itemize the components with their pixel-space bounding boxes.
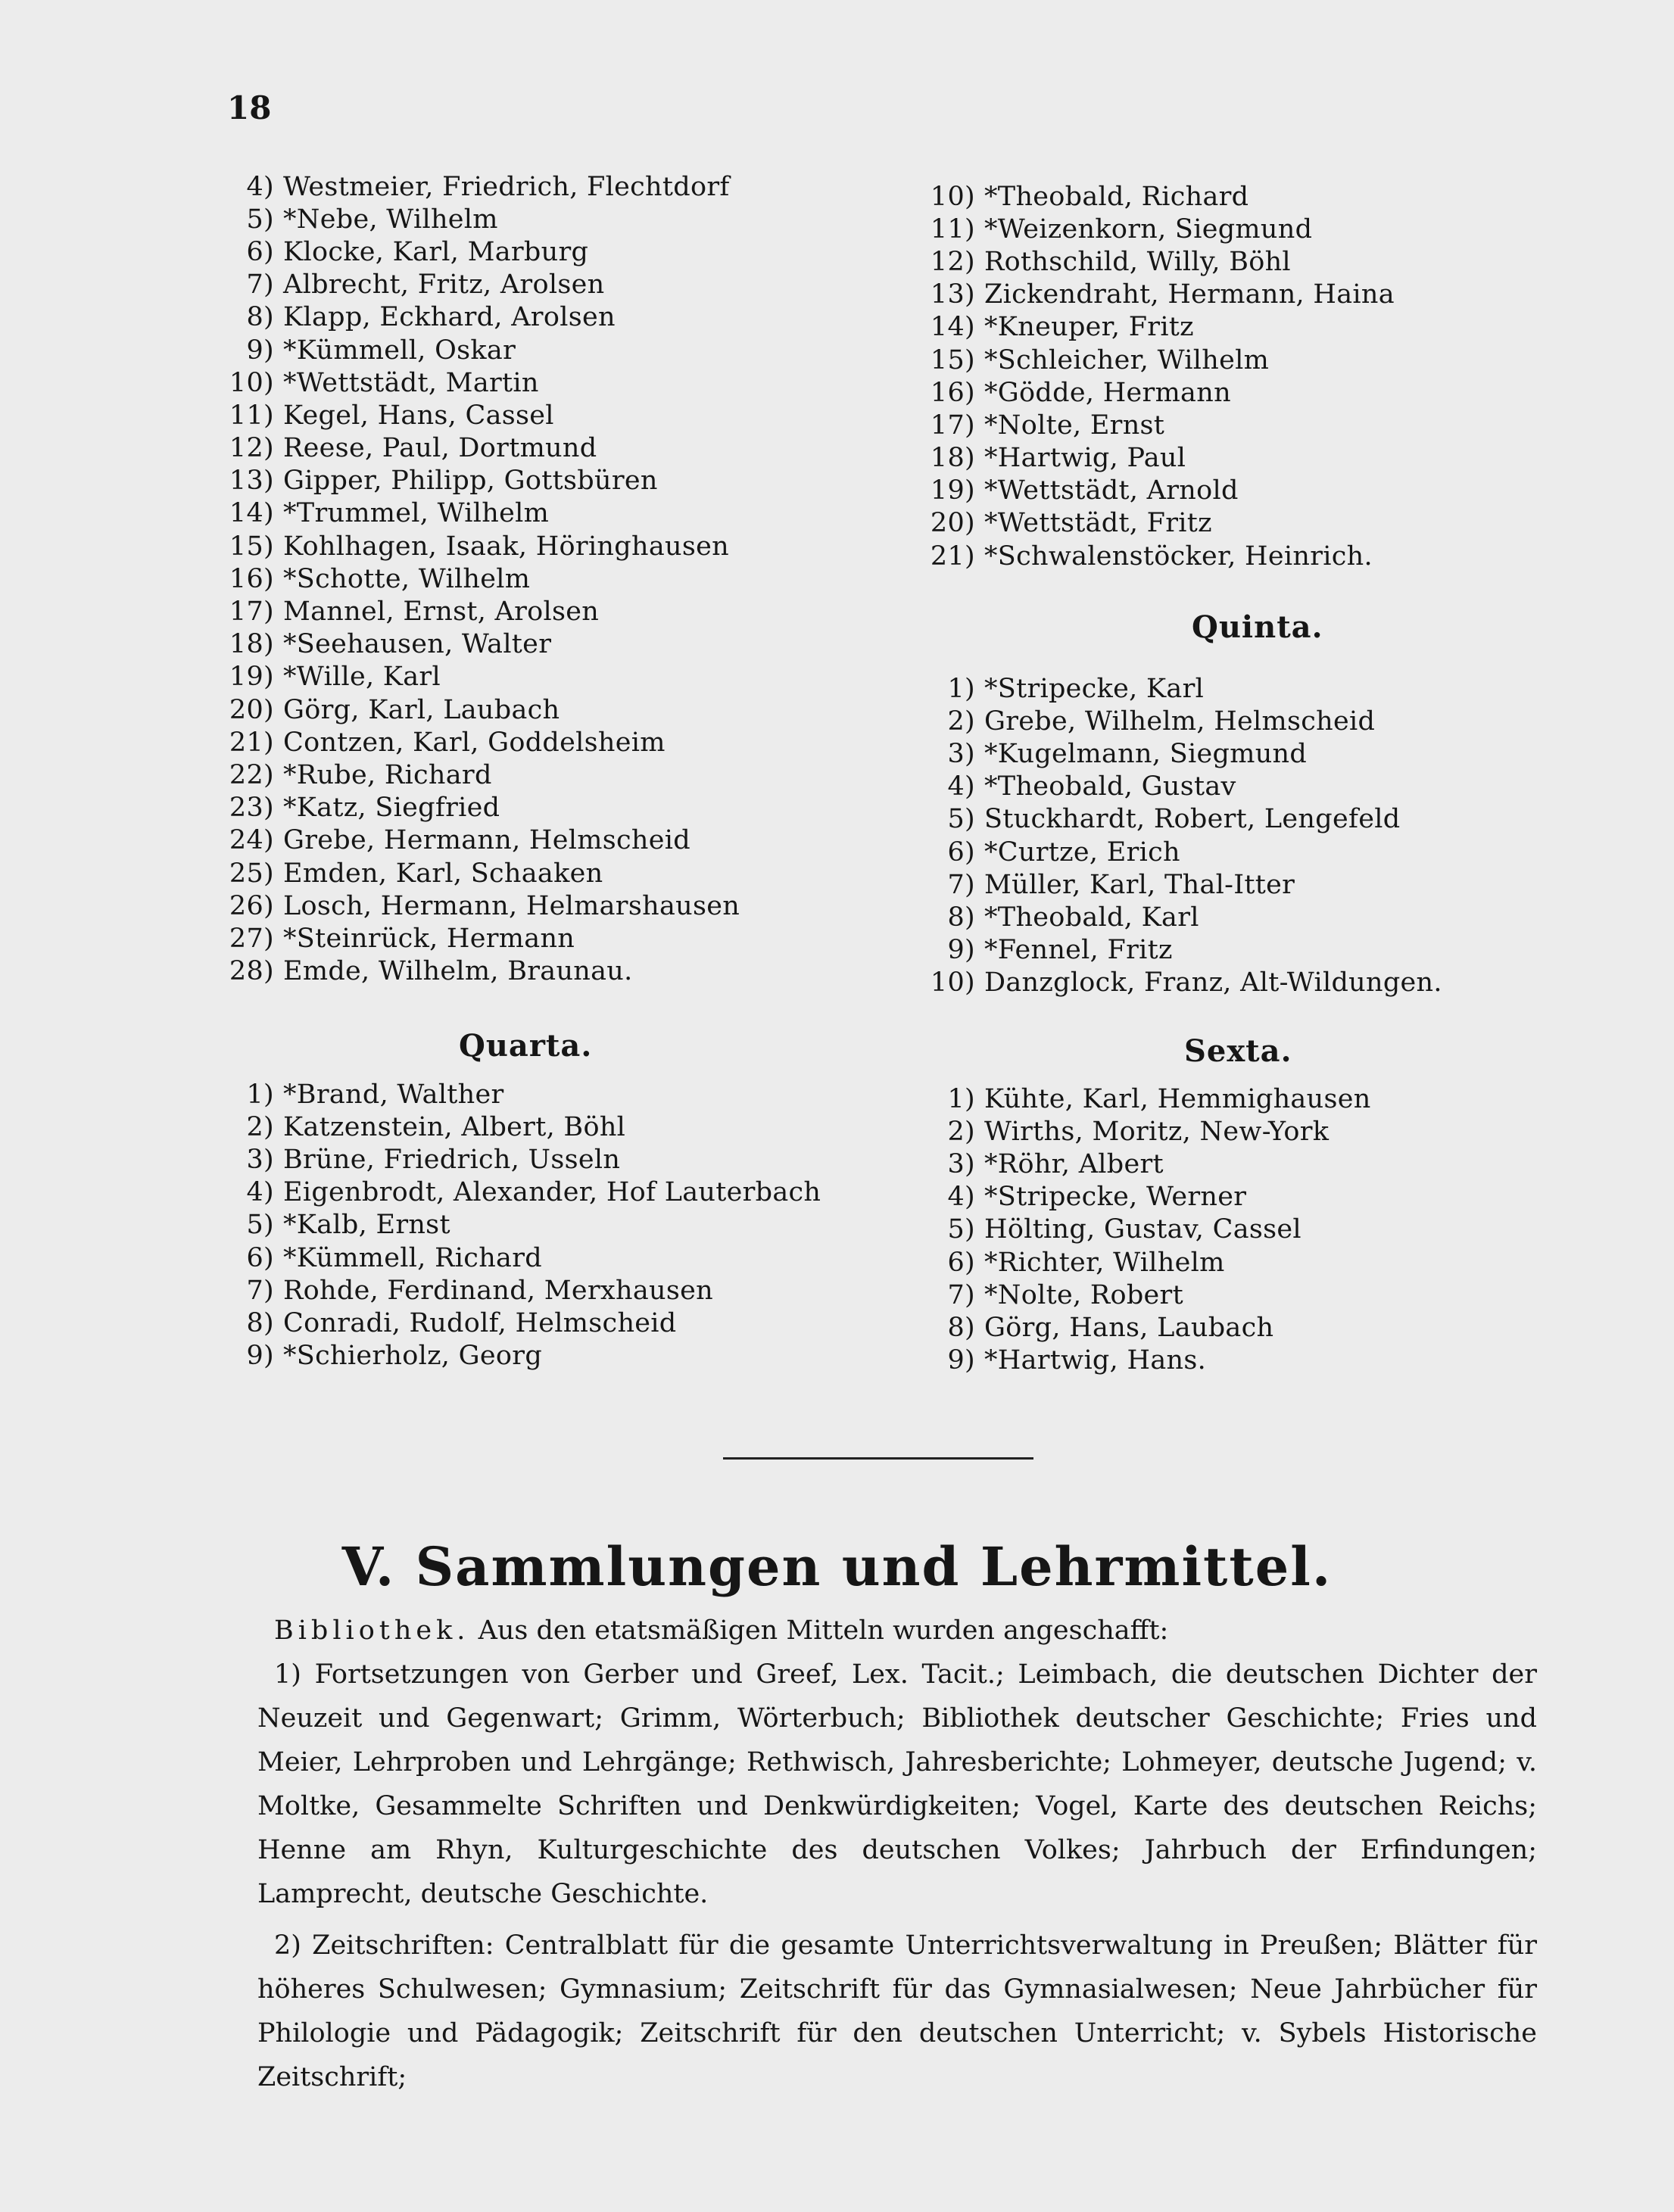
item-name: *Brand, Walther: [283, 1079, 504, 1110]
list-item: [229, 1143, 821, 1176]
item-name: Losch, Hermann, Helmarshausen: [283, 890, 740, 921]
item-name: Hölting, Gustav, Cassel: [984, 1214, 1301, 1245]
list-item: [924, 836, 1442, 868]
item-number: 2): [947, 1116, 975, 1147]
item-name: *Kümmell, Oskar: [283, 335, 516, 366]
item-number: 6): [947, 837, 975, 868]
item-name: *Wille, Karl: [283, 662, 441, 693]
item-number: 10): [229, 367, 274, 398]
list-item: [229, 595, 740, 628]
item-name: Emden, Karl, Schaaken: [283, 858, 603, 889]
sexta-list: [924, 1083, 1371, 1377]
list-item: [924, 1213, 1371, 1246]
list-item: [924, 1115, 1371, 1148]
item-number: 1): [947, 673, 975, 704]
list-item: [924, 213, 1395, 245]
item-name: Katzenstein, Albert, Böhl: [283, 1111, 626, 1142]
item-name: *Curtze, Erich: [984, 837, 1180, 868]
item-number: 21): [930, 541, 975, 572]
item-number: 14): [229, 498, 274, 529]
item-number: 14): [930, 312, 975, 343]
item-name: *Rube, Richard: [283, 759, 492, 790]
item-name: Wirths, Moritz, New-York: [984, 1116, 1330, 1147]
item-name: Danzglock, Franz, Alt-Wildungen.: [984, 967, 1442, 999]
list-item: [924, 475, 1395, 507]
item-name: *Stripecke, Karl: [984, 673, 1205, 704]
item-number: 11): [229, 400, 274, 431]
item-number: 15): [930, 344, 975, 375]
item-name: Kegel, Hans, Cassel: [283, 400, 554, 431]
item-name: *Theobald, Karl: [984, 902, 1199, 933]
list-item: [924, 1344, 1371, 1377]
item-name: Stuckhardt, Robert, Lengefeld: [984, 804, 1401, 835]
list-item: [924, 1279, 1371, 1311]
list-item: [229, 889, 740, 922]
item-name: Grebe, Wilhelm, Helmscheid: [984, 706, 1376, 737]
item-number: 21): [229, 727, 274, 758]
item-number: 7): [947, 869, 975, 900]
list-item: [229, 399, 740, 431]
item-number: 10): [930, 967, 975, 999]
list-item: [924, 1181, 1371, 1213]
list-item: [229, 170, 740, 203]
item-number: 28): [229, 956, 274, 987]
item-name: *Kalb, Ernst: [283, 1210, 450, 1241]
item-name: *Theobald, Richard: [984, 181, 1249, 212]
item-number: 15): [229, 531, 274, 562]
item-name: *Schotte, Wilhelm: [283, 563, 531, 594]
library-intro: Aus den etatsmäßigen Mitteln wurden angeschafft:: [478, 1615, 1169, 1646]
item-number: 8): [947, 902, 975, 933]
item-name: *Wettstädt, Martin: [283, 367, 539, 398]
item-number: 3): [947, 1148, 975, 1179]
list-item: [229, 759, 740, 791]
list-item: [229, 792, 740, 824]
quarta-list: [229, 1078, 821, 1372]
item-number: 7): [947, 1279, 975, 1310]
list-item: [229, 1307, 821, 1339]
list-item: [229, 661, 740, 693]
item-number: 16): [229, 563, 274, 594]
item-name: *Nebe, Wilhelm: [283, 204, 498, 235]
item-number: 8): [246, 302, 274, 333]
list-item: [924, 507, 1395, 540]
item-number: 20): [229, 694, 274, 725]
item-number: 2): [947, 706, 975, 737]
list-item: [924, 311, 1395, 344]
list-item: [924, 737, 1442, 770]
list-item: [229, 366, 740, 399]
item-name: Rothschild, Willy, Böhl: [984, 246, 1291, 277]
list-item: [924, 803, 1442, 836]
list-item: [229, 726, 740, 759]
item-number: 9): [947, 935, 975, 966]
list-item: [229, 1274, 821, 1307]
item-number: 2): [246, 1111, 274, 1142]
item-name: Görg, Karl, Laubach: [283, 694, 560, 725]
item-number: 12): [930, 246, 975, 277]
item-name: Conradi, Rudolf, Helmscheid: [283, 1307, 677, 1338]
list-item: [229, 497, 740, 530]
item-number: 9): [246, 1341, 274, 1372]
item-number: 10): [930, 181, 975, 212]
item-name: *Wettstädt, Fritz: [984, 508, 1212, 539]
item-number: 26): [229, 890, 274, 921]
item-name: *Nolte, Robert: [984, 1279, 1183, 1310]
list-item: [229, 530, 740, 562]
item-number: 27): [229, 923, 274, 954]
item-name: Müller, Karl, Thal-Itter: [984, 869, 1295, 900]
list-item: [924, 376, 1395, 409]
item-name: *Trummel, Wilhelm: [283, 498, 550, 529]
library-label: Bibliothek.: [274, 1615, 470, 1646]
item-name: *Fennel, Fritz: [984, 935, 1173, 966]
list-item: [229, 857, 740, 889]
library-intro-line: [257, 1609, 1537, 1653]
list-item: [229, 432, 740, 465]
list-item: [229, 465, 740, 497]
item-number: 4): [947, 1182, 975, 1213]
list-item: [229, 922, 740, 955]
item-name: *Schwalenstöcker, Heinrich.: [984, 541, 1373, 572]
list-item: [229, 334, 740, 366]
list-item: [229, 1242, 821, 1274]
list-item: [924, 967, 1442, 999]
list-item: [924, 771, 1442, 803]
item-number: 25): [229, 858, 274, 889]
item-name: Klocke, Karl, Marburg: [283, 236, 589, 267]
item-name: Kohlhagen, Isaak, Höringhausen: [283, 531, 729, 562]
item-name: Klapp, Eckhard, Arolsen: [283, 302, 616, 333]
item-name: Rohde, Ferdinand, Merxhausen: [283, 1275, 713, 1306]
list-item: [924, 1148, 1371, 1180]
item-number: 5): [947, 804, 975, 835]
item-name: *Kneuper, Fritz: [984, 312, 1194, 343]
quinta-heading: Quinta.: [1192, 609, 1323, 645]
item-name: *Gödde, Hermann: [984, 377, 1231, 408]
item-number: 6): [947, 1247, 975, 1278]
item-number: 4): [947, 771, 975, 802]
item-name: *Schierholz, Georg: [283, 1341, 543, 1372]
item-name: *Stripecke, Werner: [984, 1182, 1247, 1213]
list-item: [229, 301, 740, 334]
item-number: 16): [930, 377, 975, 408]
quinta-list: [924, 672, 1442, 999]
item-name: *Hartwig, Paul: [984, 443, 1186, 474]
section-title: V. Sammlungen und Lehrmittel.: [341, 1535, 1333, 1598]
list-item: [229, 628, 740, 661]
item-number: 8): [246, 1307, 274, 1338]
item-name: *Kümmell, Richard: [283, 1242, 542, 1273]
item-number: 6): [246, 1242, 274, 1273]
item-number: 1): [947, 1083, 975, 1114]
quarta-heading: Quarta.: [459, 1028, 593, 1064]
list-item: [924, 409, 1395, 441]
list-item: [924, 442, 1395, 475]
item-number: 4): [246, 1177, 274, 1208]
item-name: *Schleicher, Wilhelm: [984, 344, 1270, 375]
item-name: *Wettstädt, Arnold: [984, 475, 1239, 506]
item-name: *Kugelmann, Siegmund: [984, 738, 1308, 769]
list-item: [229, 562, 740, 595]
list-item: [229, 203, 740, 235]
item-name: Reese, Paul, Dortmund: [283, 433, 597, 464]
list-item: [229, 1111, 821, 1143]
item-number: 24): [229, 825, 274, 856]
item-number: 18): [930, 443, 975, 474]
item-name: *Katz, Siegfried: [283, 793, 500, 824]
item-number: 3): [246, 1144, 274, 1175]
list-item: [229, 1209, 821, 1242]
library-paragraph-1: 1) Fortsetzungen von Gerber und Greef, Lex. Tacit.; Leimbach, die deutschen Dichter der Neuzeit und Gegenwart; Grimm, Wörterbuch; Bibliothek deutscher Geschichte; Fries und Meier, Lehrproben und Lehrgänge; Rethwisch, Jahresberichte; Lohmeyer, deutsche Jugend; v. Moltke, Gesammelte Schriften und Denkwürdigkeiten; Vogel, Karte des deutschen Reichs; Henne am Rhyn, Kulturgeschichte des deutschen Volkes; Jahrbuch der Erfindungen; Lamprecht, deutsche Geschichte.: [257, 1659, 1537, 1909]
item-number: 18): [229, 629, 274, 660]
library-paragraph-2: 2) Zeitschriften: Centralblatt für die gesamte Unterrichtsverwaltung in Preußen; Blätter für höheres Schulwesen; Gymnasium; Zeitschrift für das Gymnasialwesen; Neue Jahrbücher für Philologie und Pädagogik; Zeitschrift für den deutschen Unterricht; v. Sybels Historische Zeitschrift;: [257, 1930, 1537, 2092]
item-name: Westmeier, Friedrich, Flechtdorf: [283, 171, 730, 202]
item-name: Zickendraht, Hermann, Haina: [984, 279, 1395, 310]
list-item: [924, 245, 1395, 278]
item-name: Görg, Hans, Laubach: [984, 1312, 1274, 1343]
item-name: *Hartwig, Hans.: [984, 1345, 1207, 1376]
item-name: Eigenbrodt, Alexander, Hof Lauterbach: [283, 1177, 821, 1208]
list-item: [924, 672, 1442, 705]
section-divider: [723, 1457, 1033, 1460]
list-item: [924, 1311, 1371, 1344]
student-list-right: [924, 180, 1395, 572]
item-name: *Nolte, Ernst: [984, 410, 1165, 441]
list-item: [229, 235, 740, 268]
list-item: [924, 180, 1395, 213]
list-item: [924, 868, 1442, 901]
student-list-left: [229, 170, 740, 988]
item-number: 9): [246, 335, 274, 366]
item-number: 13): [229, 466, 274, 497]
list-item: [924, 279, 1395, 311]
item-number: 3): [947, 738, 975, 769]
library-section: [257, 1609, 1537, 2099]
item-name: Contzen, Karl, Goddelsheim: [283, 727, 666, 758]
item-number: 20): [930, 508, 975, 539]
item-number: 7): [246, 1275, 274, 1306]
list-item: [229, 269, 740, 301]
item-name: Grebe, Hermann, Helmscheid: [283, 825, 690, 856]
item-name: *Richter, Wilhelm: [984, 1247, 1225, 1278]
item-number: 13): [930, 279, 975, 310]
item-name: Brüne, Friedrich, Usseln: [283, 1144, 621, 1175]
list-item: [229, 824, 740, 857]
list-item: [229, 1340, 821, 1372]
item-name: *Röhr, Albert: [984, 1148, 1164, 1179]
item-number: 5): [947, 1214, 975, 1245]
item-number: 5): [246, 204, 274, 235]
item-name: Kühte, Karl, Hemmighausen: [984, 1083, 1371, 1114]
item-name: Albrecht, Fritz, Arolsen: [283, 269, 605, 301]
list-item: [924, 1246, 1371, 1279]
item-number: 5): [246, 1210, 274, 1241]
item-name: *Theobald, Gustav: [984, 771, 1236, 802]
item-name: *Seehausen, Walter: [283, 629, 552, 660]
item-name: *Weizenkorn, Siegmund: [984, 213, 1313, 245]
list-item: [924, 901, 1442, 933]
item-number: 7): [246, 269, 274, 301]
list-item: [229, 1078, 821, 1111]
item-number: 17): [229, 597, 274, 628]
list-item: [229, 955, 740, 988]
item-number: 17): [930, 410, 975, 441]
item-name: Mannel, Ernst, Arolsen: [283, 597, 600, 628]
list-item: [924, 705, 1442, 737]
item-number: 6): [246, 236, 274, 267]
list-item: [229, 693, 740, 726]
sexta-heading: Sexta.: [1184, 1033, 1292, 1069]
item-number: 1): [246, 1079, 274, 1110]
item-name: Emde, Wilhelm, Braunau.: [283, 956, 633, 987]
item-number: 23): [229, 793, 274, 824]
item-number: 22): [229, 759, 274, 790]
item-name: Gipper, Philipp, Gottsbüren: [283, 466, 658, 497]
item-number: 4): [246, 171, 274, 202]
item-number: 19): [229, 662, 274, 693]
list-item: [924, 934, 1442, 967]
page-number: 18: [227, 89, 272, 126]
list-item: [229, 1176, 821, 1209]
list-item: [924, 540, 1395, 572]
item-number: 11): [930, 213, 975, 245]
item-name: *Steinrück, Hermann: [283, 923, 575, 954]
list-item: [924, 1083, 1371, 1115]
list-item: [924, 344, 1395, 376]
item-number: 12): [229, 433, 274, 464]
item-number: 19): [930, 475, 975, 506]
item-number: 8): [947, 1312, 975, 1343]
item-number: 9): [947, 1345, 975, 1376]
